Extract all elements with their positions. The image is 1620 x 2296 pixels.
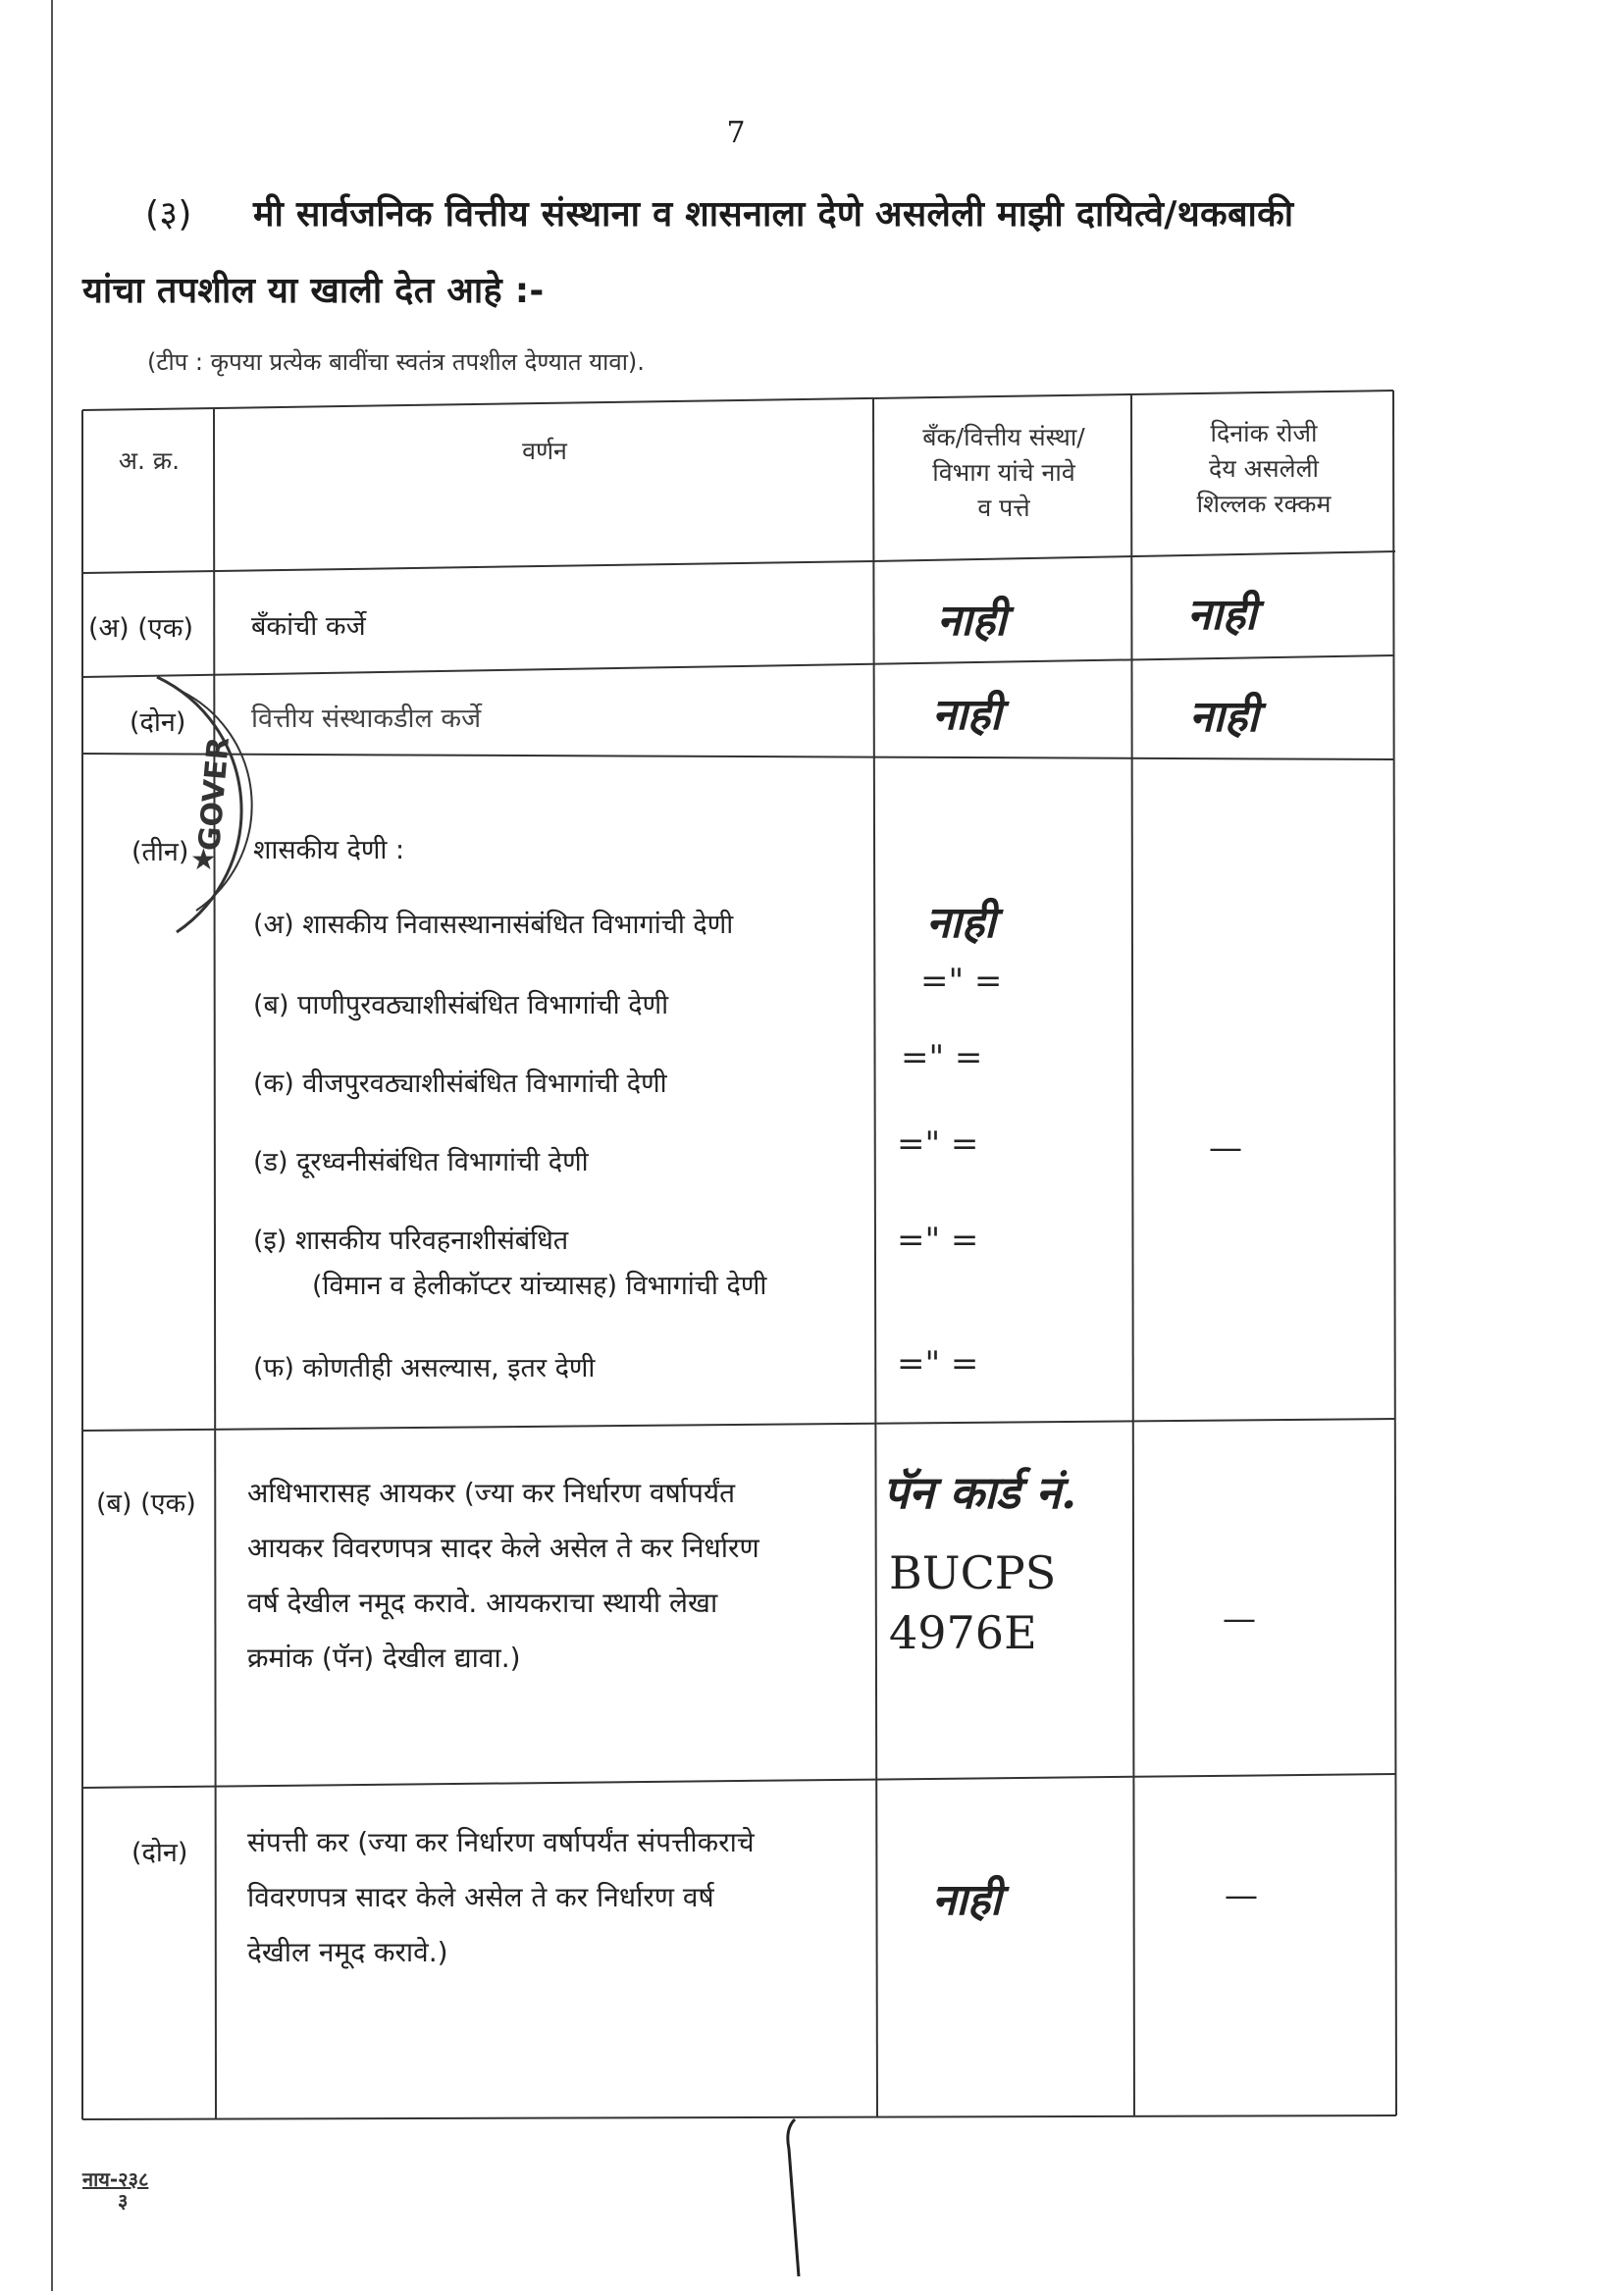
row5-description (247, 1815, 856, 1980)
header-bank (875, 420, 1132, 526)
row5-description-line-2: विवरणपत्र सादर केले असेल ते कर निर्धारण वर्ष (247, 1881, 714, 1913)
footer-form-code (82, 2168, 148, 2212)
row1-description: बँकांची कर्जे (251, 611, 366, 642)
row3-sub-f: (फ) कोणतीही असल्यास, इतर देणी (253, 1353, 596, 1383)
row4-pan-label: पॅन कार्ड नं. (883, 1466, 1077, 1519)
note: (टीप : कृपया प्रत्येक बावींचा स्वतंत्र तपशील देण्यात यावा). (147, 348, 645, 376)
row3-sub-k: (क) वीजपुरवठ्याशीसंबंधित विभागांची देणी (253, 1069, 667, 1099)
row3-sub-i-line-2: (विमान व हेलीकॉप्टर यांच्यासह) विभागांची देणी (312, 1271, 767, 1301)
row3-sub-a: (अ) शासकीय निवासस्थानासंबंधित विभागांची देणी (253, 910, 734, 940)
row1-bank-value: नाही (937, 596, 1007, 646)
row2-balance-value: नाही (1189, 692, 1259, 742)
stamp-star-icon: ★ (190, 843, 217, 877)
header-balance-line-1: दिनांक रोजी (1210, 419, 1318, 447)
row3-sub-i-line-1: (इ) शासकीय परिवहनाशीसंबंधित (253, 1226, 569, 1256)
row5-balance: — (1225, 1876, 1258, 1915)
row4-description (247, 1466, 856, 1686)
row3-sub-d: (ड) दूरध्वनीसंबंधित विभागांची देणी (253, 1147, 589, 1177)
pen-stroke (765, 2110, 844, 2296)
row5-description-line-3: देखील नमूद करावे.) (247, 1936, 448, 1968)
header-bank-line-2: विभाग यांचे नावे (932, 458, 1075, 487)
row3-ditto-k: =" = (901, 1038, 983, 1077)
row5-serial: (दोन) (131, 1838, 188, 1868)
footer-form-code-line-1: नाय-२३८ (82, 2167, 149, 2191)
row2-serial: (दोन) (130, 707, 186, 738)
row3-ditto-d: =" = (897, 1124, 979, 1164)
row3-ditto-b: =" = (920, 962, 1003, 1001)
stamp-text: GOVER (192, 735, 237, 853)
header-serial: अ. क्र. (118, 446, 181, 475)
government-stamp (118, 648, 294, 962)
header-bank-line-1: बँक/वित्तीय संस्था/ (922, 423, 1085, 451)
row3-balance: — (1209, 1128, 1242, 1168)
row1-balance-value: नाही (1187, 590, 1257, 640)
header-balance-line-3: शिल्लक रक्कम (1196, 490, 1332, 518)
row4-bank-value (883, 1452, 1077, 1659)
page-number: 7 (726, 116, 746, 150)
row5-bank-value: नाही (932, 1875, 1002, 1925)
heading-line-2: यांचा तपशील या खाली देत आहे :- (82, 271, 545, 311)
row4-balance: — (1223, 1599, 1256, 1639)
row3-description: शासकीय देणी : (253, 835, 405, 865)
row2-description: वित्तीय संस्थाकडील कर्जे (251, 704, 482, 734)
header-balance (1134, 416, 1393, 522)
row5-description-line-1: संपत्ती कर (ज्या कर निर्धारण वर्षापर्यंत संपत्तीकराचे (247, 1826, 755, 1858)
row3-ditto-f: =" = (897, 1344, 979, 1383)
header-description: वर्णन (522, 437, 567, 465)
header-bank-line-3: व पत्ते (977, 494, 1030, 522)
row1-serial: (अ) (एक) (88, 613, 194, 644)
row3-ditto-i: =" = (897, 1221, 979, 1260)
heading-line-1: मी सार्वजनिक वित्तीय संस्थाना व शासनाला देणे असलेली माझी दायित्वे/थकबाकी (253, 194, 1294, 235)
heading-number: (३) (145, 194, 192, 235)
header-balance-line-2: देय असलेली (1208, 454, 1320, 483)
row4-serial: (ब) (एक) (96, 1488, 196, 1519)
row4-description-line-1: अधिभारासह आयकर (ज्या कर निर्धारण वर्षापर्यंत (247, 1477, 736, 1509)
row3-bank-a: नाही (926, 898, 996, 948)
footer-form-code-line-2: ३ (118, 2189, 129, 2213)
row3-sub-b: (ब) पाणीपुरवठ्याशीसंबंधित विभागांची देणी (253, 990, 669, 1020)
row4-pan-part-1: BUCPS (889, 1546, 1057, 1599)
row2-bank-value: नाही (932, 690, 1002, 740)
row4-description-line-4: क्रमांक (पॅन) देखील द्यावा.) (247, 1642, 521, 1674)
row4-description-line-3: वर्ष देखील नमूद करावे. आयकराचा स्थायी लेखा (247, 1587, 718, 1619)
row4-pan-part-2: 4976E (889, 1606, 1037, 1659)
row3-serial: (तीन) (131, 837, 189, 867)
row4-description-line-2: आयकर विवरणपत्र सादर केले असेल ते कर निर्धारण (247, 1532, 759, 1564)
